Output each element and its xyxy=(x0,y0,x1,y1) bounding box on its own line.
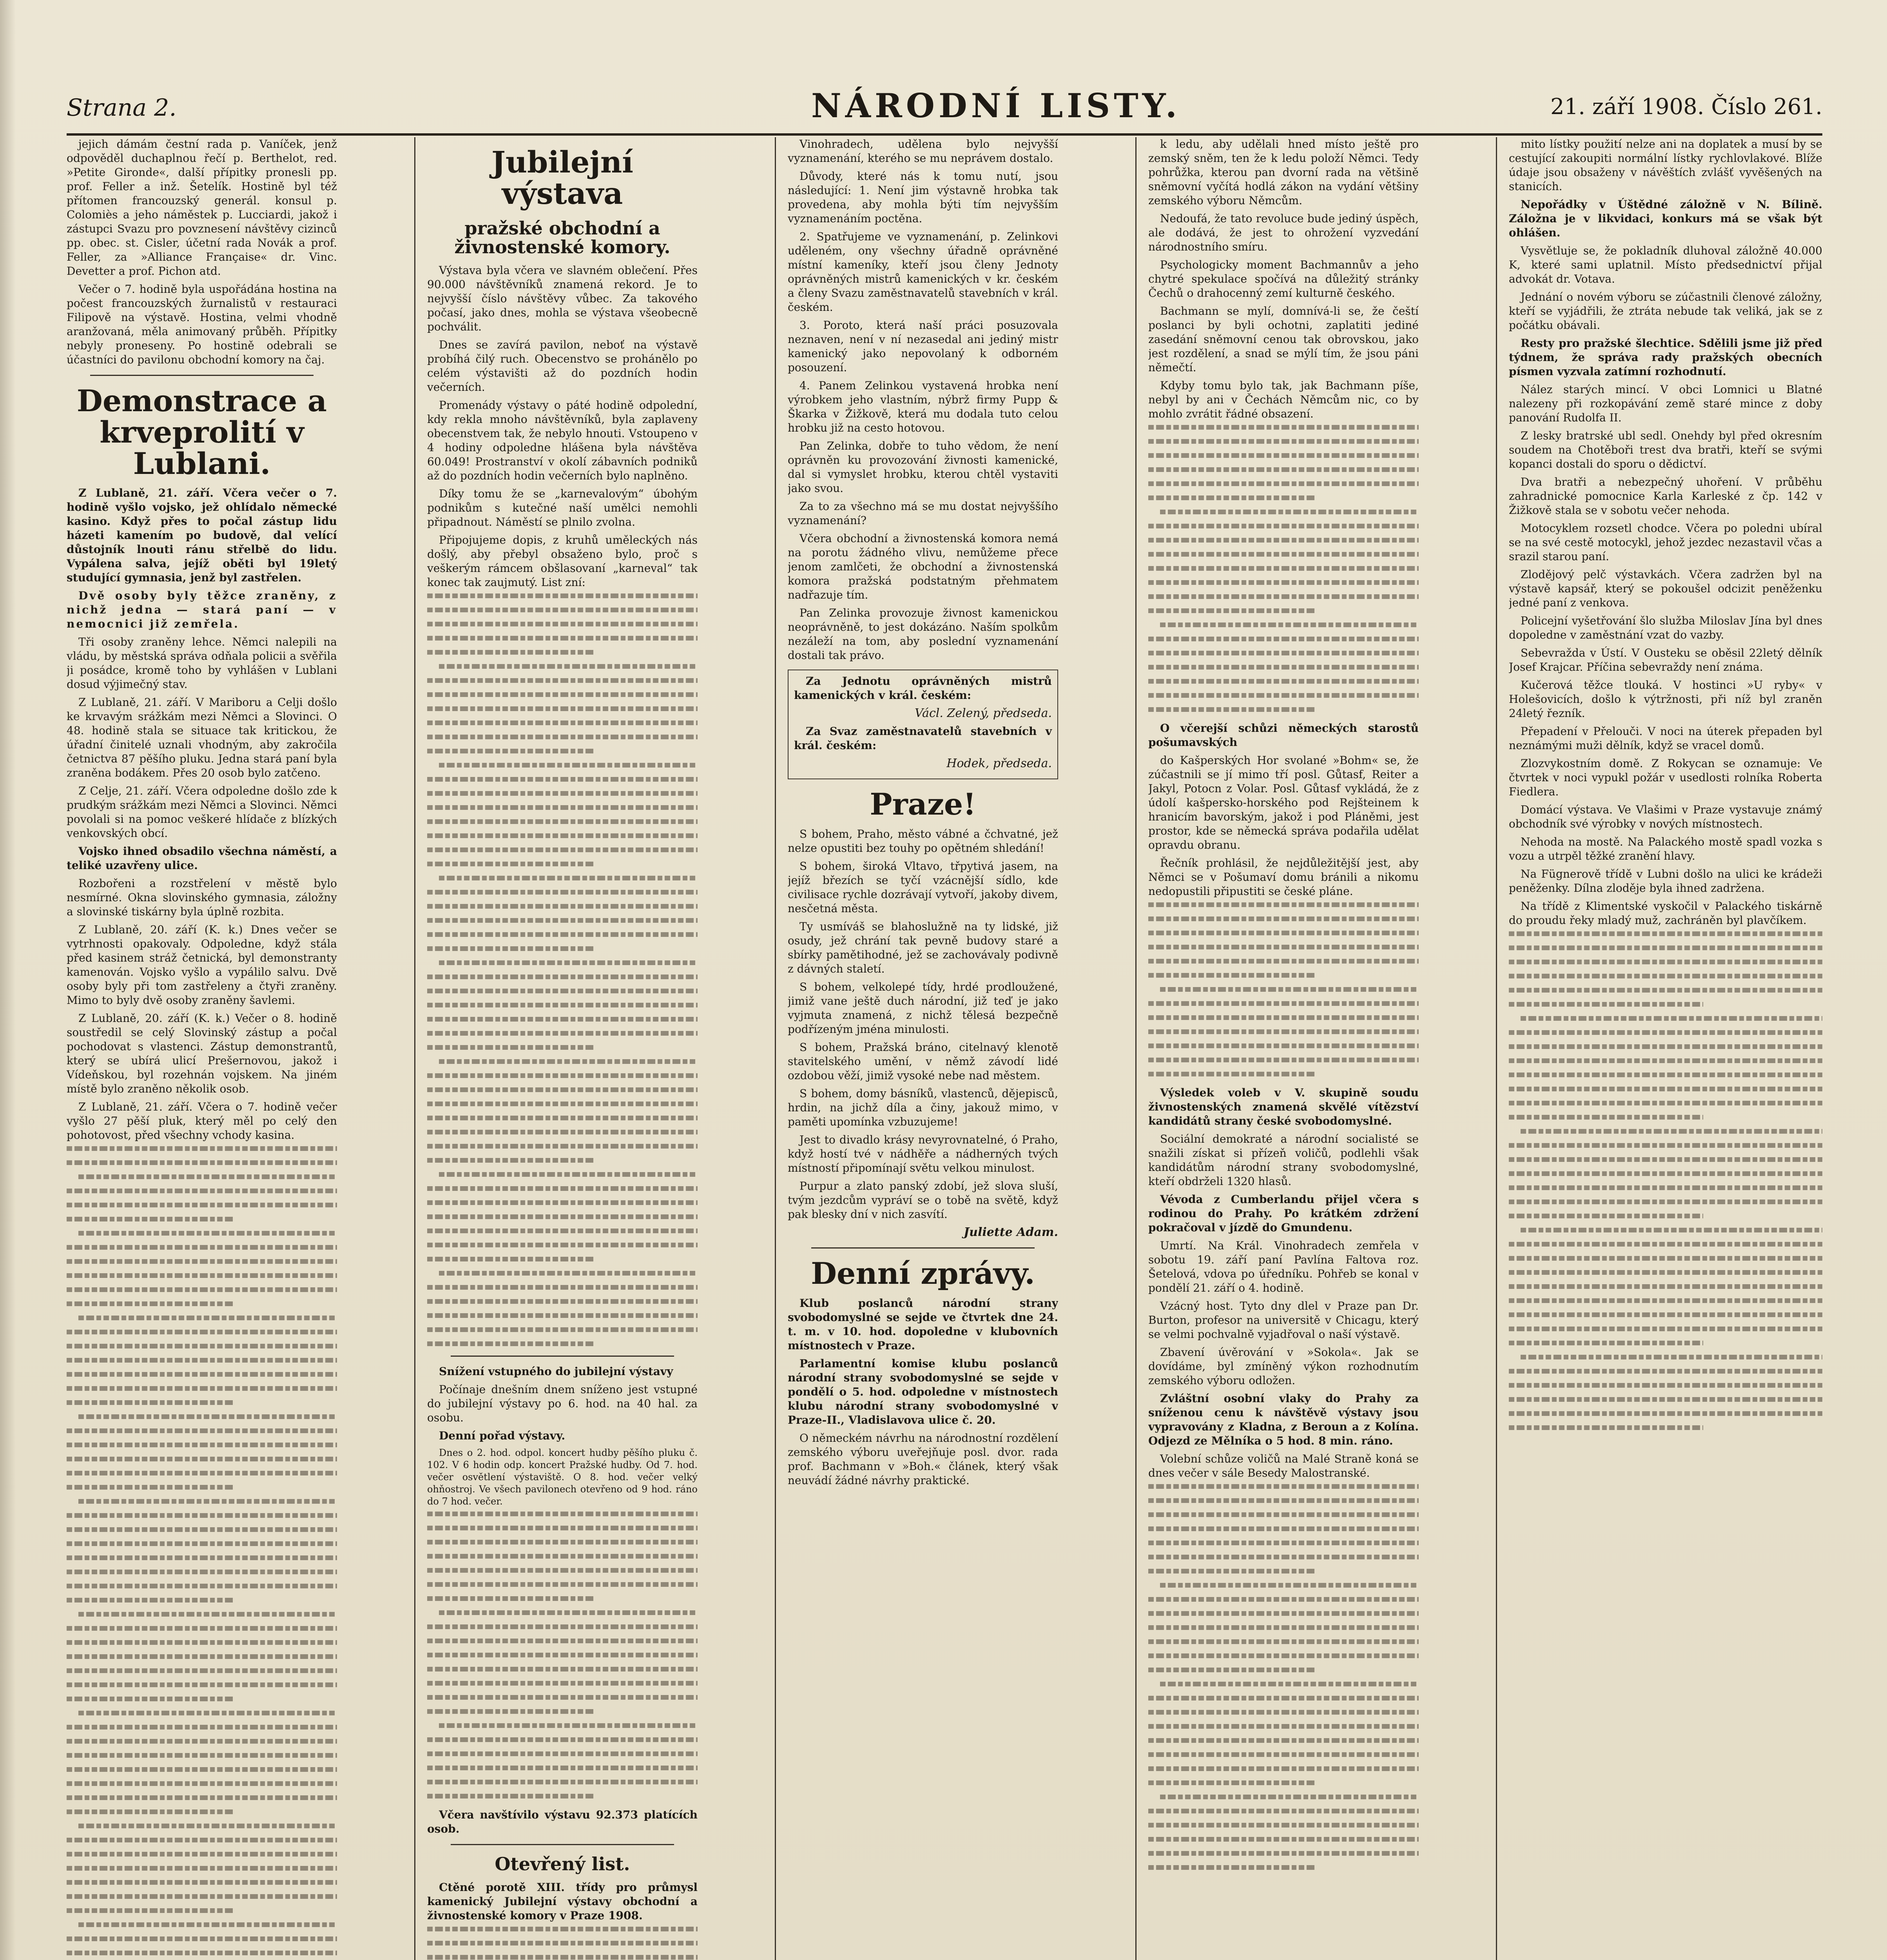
text-filler xyxy=(1148,425,1419,712)
article-text: Pan Zelinka, dobře to tuho vědom, že není oprávněn ku provozování živnosti kamenické, dal si vymyslet hrobku, kterou chtěl vystaviti jako svou. xyxy=(788,439,1058,495)
column-5 xyxy=(1509,137,1822,1960)
article-text: Policejní vyšetřování šlo služba Miloslav Jína byl dnes dopoledne v zaměstnání vzat do vazby. xyxy=(1509,614,1822,641)
signature-box xyxy=(788,670,1058,779)
article-text: Za to za všechno má se mu dostat nejvyššího vyznamenání? xyxy=(788,500,1058,527)
article-text: Kučerová těžce tlouká. V hostinci »U ryby« v Holešovicích, došlo k výtržnosti, při níž byl zraněn 24letý řezník. xyxy=(1509,679,1822,720)
article-text: Z Lublaně, 21. září. Včera o 7. hodině večer vyšlo 27 pěší pluk, který měl po celý den pohotovost, před všechny vchody kasina. xyxy=(67,1100,337,1142)
headline-jubilejni-vystava: Jubilejní výstava xyxy=(491,145,634,211)
scan-edge-shadow xyxy=(0,0,16,1960)
headline-denni-zpravy: Denní zprávy. xyxy=(811,1256,1035,1291)
article-text: Zbavení úvěrování v »Sokola«. Jak se dovídáme, byl zmíněný výkon rozhodnutím zemského výboru odložen. xyxy=(1148,1346,1419,1387)
article-text: Promenády výstavy o páté hodině odpolední, kdy rekla mnoho návštěvníků, byla zaplaveny obecenstvem tak, že nebylo hnouti. Vstoupeno v 4 hodiny odpoledne hlášena byla návštěva 60.049! Prostranství v okolí zábavních podniků až do pozdních hodin večerních bylo naplněno. xyxy=(427,399,698,483)
article-text: Na třídě z Klimentské vyskočil v Palackého tiskárně do proudu řeky mladý muž, zachráněn byl plavčíkem. xyxy=(1509,900,1822,927)
article-text: Sociální demokraté a národní socialisté se snažili získat si přízeň voličů, podlehli však kandidátům národní strany svobodomyslné, kteří obdrželi 1320 hlasů. xyxy=(1148,1132,1419,1188)
article-text: Vévoda z Cumberlandu přijel včera s rodinou do Prahy. Po krátkém zdržení pokračoval v jízdě do Gmundenu. xyxy=(1148,1193,1419,1234)
article-text: Dvě osoby byly těžce zraněny, z nichž jedna — stará paní — v nemocnici již zemřela. xyxy=(67,589,337,631)
article-text: Bachmann se mylí, domnívá-li se, že čeští poslanci by byli ochotni, zaplatiti jediné zasedání sněmovní cenou tak obrovskou, jako jest rozdělení, a snad se mýlí tím, že jsou páni němečtí. xyxy=(1148,305,1419,374)
column-rule xyxy=(775,137,776,1960)
article-text: k ledu, aby udělali hned místo ještě pro zemský sněm, ten že k ledu položí Němci. Tedy pohrůžka, kterou pan dvorní rada na většině sněmovní vyčítá hodlá zákon na vydání většiny zemského výboru Němcům. xyxy=(1148,138,1419,207)
divider xyxy=(451,1356,674,1357)
article-text: Dva bratři a nebezpečný uhoření. V průběhu zahradnické pomocnice Karla Karleské z čp. 142 v Žižkově stala se v sobotu večer nehoda. xyxy=(1509,475,1822,517)
article-text: Klub poslanců národní strany svobodomyslné se sejde ve čtvrtek dne 24. t. m. v 10. hod. dopoledne v klubovních místnostech v Praze. xyxy=(788,1296,1058,1352)
article-text: Z Lublaně, 20. září (K. k.) Dnes večer se vytrhnosti opakovaly. Odpoledne, když stála před kasinem stráž četnická, byl demonstranty kamenován. Vojsko vyšlo a vypálilo salvu. Dvě osoby byly při tom zastřeleny a čtyři zraněny. Mimo to byly dvě osoby zraněny šavlemi. xyxy=(67,923,337,1007)
box-signature: Václ. Zelený, předseda. xyxy=(915,706,1052,720)
article-text: Výstava byla včera ve slavném oblečení. Přes 90.000 návštěvníků znamená rekord. Je to nejvyšší číslo návštěvy vůbec. Za takového počasí, jako dnes, mohla se výstava všeobecně pochválit. xyxy=(427,264,698,334)
page-number: Strana 2. xyxy=(67,94,177,122)
column-rule xyxy=(414,137,415,1960)
notice-text: Počínaje dnešním dnem sníženo jest vstupné do jubilejní výstavy po 6. hod. na 40 hal. za osobu. xyxy=(427,1383,698,1425)
date-and-issue: 21. září 1908. Číslo 261. xyxy=(1550,94,1822,120)
article-text: Z Lublaně, 21. září. V Mariboru a Celji došlo ke krvavým srážkám mezi Němci a Slovinci. O 48. hodině stala se situace tak kritickou, že úřadní činitelé uznali vhodným, aby zakročila četnictva 87 pěšího pluku. Jedna stará paní byla zraněna bodákem. Přes 20 osob bylo zatčeno. xyxy=(67,696,337,780)
article-text: jejich dámám čestní rada p. Vaníček, jenž odpověděl duchaplnou řečí p. Berthelot, red. »Petite Gironde«, další přípitky pronesli pp. prof. Feller a inž. Šetelík. Hostině byl též přítomen francouzský generál. konsul p. Colomiès a jeho náměstek p. Lucciardi, jakož i zástupci Svazu pro povznesení návštěvy cizinců pp. obec. st. Cisler, účetní rada Novák a prof. Feller, za »Alliance Française« dr. Vinc. Devetter a prof. Pichon atd. xyxy=(67,138,337,278)
text-filler xyxy=(1148,902,1419,1076)
text-filler xyxy=(427,1512,698,1798)
article-text: Díky tomu že se „karnevalovým“ úbohým podnikům s kutečné naší umělci nemohli připadnout. Náměstí se plnilo zvolna. xyxy=(427,487,698,529)
divider xyxy=(451,1844,674,1845)
article-text: Sebevražda v Ústí. V Ousteku se oběsil 22letý dělník Josef Krajcar. Příčina sebevraždy není známa. xyxy=(1509,646,1822,673)
article-text: Tři osoby zraněny lehce. Němci nalepili na vládu, by městská správa odňala policii a svěřila ji posádce, kromě toho by vyhlášen v Lublani dosud výjimečný stav. xyxy=(67,635,337,691)
article-text: Připojujeme dopis, z kruhů uměleckých nás došlý, aby přebyl obsaženo bylo, proč s veškerým rámcem obšlasovaní „karneval“ tak konec tak zaujmutý. List zní: xyxy=(427,534,698,589)
article-text: Jest to divadlo krásy nevyrovnatelné, ó Praho, když hostí tvé v nádhěře a nádherných tvých místností připomínají světu velkou minulost. xyxy=(788,1133,1058,1174)
article-text: Parlamentní komise klubu poslanců národní strany svobodomyslné se sejde v pondělí o 5. hod. odpoledne v místnostech klubu národní strany svobodomyslné v Praze-II., Vladislavova ulice č. 20. xyxy=(788,1357,1058,1426)
article-text: Z lesky bratrské ubl sedl. Onehdy byl před okresním soudem na Chotěboři trest dva bratři, kteří se svými kopanci dostali do sporu o dědictví. xyxy=(1509,429,1822,470)
page-header xyxy=(67,86,1822,136)
article-text: Vojsko ihned obsadilo všechna náměstí, a teliké uzavřeny ulice. xyxy=(67,845,337,872)
article-text: Pan Zelinka provozuje živnost kamenickou neoprávněně, to jest dokázáno. Naším spolkům nezáleží na tom, aby poslední vyznamenání dostali tak právo. xyxy=(788,606,1058,662)
article-text: S bohem, Pražská bráno, citelnavý klenotě stavitelského umění, v němž závodí lidé ozdobou věží, jimiž vysoké nebe nad městem. xyxy=(788,1040,1058,1082)
ticket-count: Včera navštívilo výstavu 92.373 platících osob. xyxy=(427,1808,698,1836)
article-text: 2. Spatřujeme ve vyznamenání, p. Zelinkovi uděleném, ony všechny úřadně oprávněné místní kameníky, kteří jsou členy Jednoty oprávněných mistrů kamenických v kr. českém a členy Svazu zaměstnavatelů stavebních v král. českém. xyxy=(788,230,1058,314)
program-text: Dnes o 2. hod. odpol. koncert hudby pěšího pluku č. 102. V 6 hodin odp. koncert Pražské hudby. Od 7. hod. večer osvětlení výstaviště. O 8. hod. večer velký ohňostroj. Ve všech pavilonech otevřeno od 9 hod. ráno do 7 hod. večer. xyxy=(427,1447,698,1507)
article-text: 3. Poroto, která naší práci posuzovala neznaven, není v ní nezasedal ani jediný mistr kamenický jako nepovolaný k odborném posouzení. xyxy=(788,319,1058,374)
article-text: Důvody, které nás k tomu nutí, jsou následující: 1. Není jim výstavně hrobka tak provedena, aby mohla býti tím nejvyšším vyznamenáním poctěna. xyxy=(788,170,1058,225)
article-text: Psychologicky moment Bachmannův a jeho chytré spekulace spočívá na důležitý stránky Čechů o drahocenný zemí kulturně českého. xyxy=(1148,258,1419,299)
divider xyxy=(811,1247,1035,1249)
column-rule xyxy=(1496,137,1497,1960)
column-3 xyxy=(788,137,1058,1960)
text-filler xyxy=(1148,1484,1419,1870)
article-text: Výsledek voleb v V. skupině soudu živnostenských znamená skvělé vítězství kandidátů strany české svobodomyslné. xyxy=(1148,1086,1419,1127)
article-text: Dnes se zavírá pavilon, neboť na výstavě probíhá čilý ruch. Obecenstvo se prohánělo po celém výstavišti až do pozdních hodin večerních. xyxy=(427,338,698,394)
text-filler xyxy=(1509,931,1822,1430)
headline-otevreny-list: Otevřený list. xyxy=(495,1853,630,1875)
box-signature: Hodek, předseda. xyxy=(946,757,1052,770)
text-filler xyxy=(427,1927,698,1960)
author-signature: Juliette Adam. xyxy=(963,1225,1058,1239)
article-text: Večer o 7. hodině byla uspořádána hostina na počest francouzských žurnalistů v restauraci Filipově na výstavě. Hostina, velmi vhodně aranžovaná, měla animovaný průběh. Přípitky nebyly proneseny. Po hostině odebrali se účastníci do pavilonu obchodní komory na čaj. xyxy=(67,283,337,366)
box-title: Za Jednotu oprávněných mistrů kamenických v král. českém: xyxy=(794,675,1052,702)
article-text: S bohem, domy básníků, vlastenců, dějepisců, hrdin, na jichž díla a činy, jakouž mimo, v paměti upomínka vzbuzujeme! xyxy=(788,1087,1058,1128)
article-text: Umrtí. Na Král. Vinohradech zemřela v sobotu 19. září paní Pavlína Faltova roz. Šetelová, vdova po úředníku. Pohřeb se konal v pondělí 21. září o 4. hodině. xyxy=(1148,1239,1419,1294)
box-title: Za Svaz zaměstnavatelů stavebních v král. českém: xyxy=(794,725,1052,752)
article-text: Z Lublaně, 21. září. Včera večer o 7. hodině vyšlo vojsko, jež ohlídalo německé kasino. Když přes to počal zástup lidu házeti kamením po budově, dal velící důstojník lnouti ránu střelbě do lidu. Vypálena salva, jejíž oběti byl 19letý studující gymnasia, jenž byl zastřelen. xyxy=(67,486,337,584)
article-text: S bohem, velkolepé tídy, hrdé prodloužené, jimiž vane ještě duch národní, již teď je jako vyjmuta znamená, z nichž tělesá bezpečně podřízeným jména minulosti. xyxy=(788,980,1058,1036)
article-text: Ty usmíváš se blahoslužně na ty lidské, již osudy, jež chrání tak pevně budovy staré a sbírky pamětihodné, jež se zachovávaly podivně z dávných staletí. xyxy=(788,920,1058,975)
column-4 xyxy=(1148,137,1419,1960)
article-text: Nedoufá, že tato revoluce bude jediný úspěch, ale dodává, že jest to ohrožení vyzvedání národnostního smíru. xyxy=(1148,212,1419,253)
article-text: Vysvětluje se, že pokladník dluhoval záložně 40.000 K, které sami uplatnil. Místo předsednictví přijal advokát dr. Votava. xyxy=(1509,244,1822,285)
article-text: Nepořádky v Úštědné záložně v N. Bílině. Záložna je v likvidaci, konkurs má se však být ohlášen. xyxy=(1509,198,1822,239)
subheadline-sumava: O včerejší schůzi německých starostů pošumavských xyxy=(1148,722,1419,749)
article-text: Zlodějový pelč výstavkách. Včera zadržen byl na výstavě kapsář, který se pokoušel odcizit peněženku jedné paní z venkova. xyxy=(1509,568,1822,609)
article-text: Včera obchodní a živnostenská komora nemá na porotu žádného vlivu, nemůžeme přece jenom zamlčeti, že obchodní a živnostenská komora pražská podstatným přehmatem nadřazuje tím. xyxy=(788,532,1058,601)
divider xyxy=(90,375,314,376)
article-text: Domácí výstava. Ve Vlašimi v Praze vystavuje známý obchodník své výrobky v nových místnostech. xyxy=(1509,803,1822,830)
article-text: Z Lublaně, 20. září (K. k.) Večer o 8. hodině soustředil se celý Slovinský zástup a počal pochodovat s vlastenci. Zástup demonstrantů, který se ubírá ulicí Prešernovou, jakož i Vídeňskou, byl rozehnán vojskem. Na jiném místě bylo zraněno několik osob. xyxy=(67,1012,337,1096)
article-text: Volební schůze voličů na Malé Straně koná se dnes večer v sále Besedy Malostranské. xyxy=(1148,1452,1419,1479)
column-rule xyxy=(1135,137,1137,1960)
headline-praze: Praze! xyxy=(870,787,976,822)
headline-lublan: Demonstrace a krveprolití v Lublani. xyxy=(76,383,327,481)
article-text: Jednání o novém výboru se zúčastnili členové záložny, kteří se vyjádřili, že ztráta nebude tak veliká, jak se z počátku obávali. xyxy=(1509,290,1822,332)
notice-title: Snížení vstupného do jubilejní výstavy xyxy=(439,1365,673,1378)
article-text: Rozbořeni a rozstřelení v městě bylo nesmírné. Okna slovinského gymnasia, záložny a slovinské tiskárny byla úplně rozbita. xyxy=(67,877,337,918)
article-text: Nález starých mincí. V obci Lomnici u Blatné nalezeny při rozkopávání země staré mince z doby panování Rudolfa II. xyxy=(1509,383,1822,424)
article-text: do Kašperských Hor svolané »Bohm« se, že zúčastnili se jí mimo tří posl. Gůtasf, Reiter a Jakyl, Potocn z Volar. Posl. Gůtasf vykládá, že z údolí kašpersko-horského pod Rejšteinem k hranicím bavorským, jakož i pod Pláněmi, jest prostor, kde se německá správa podařila udělat opravdu obranu. xyxy=(1148,754,1419,851)
article-text: Přepadení v Přelouči. V noci na úterek přepaden byl neznámými muži dělník, když se vracel domů. xyxy=(1509,725,1822,752)
article-text: S bohem, Praho, město vábné a čchvatné, jež nelze opustiti bez touhy po opětném shledání! xyxy=(788,827,1058,855)
article-text: Na Fügnerově třídě v Lubni došlo na ulici ke krádeži peněženky. Dílna zloděje byla ihned zadržena. xyxy=(1509,867,1822,895)
article-text: S bohem, široká Vltavo, třpytivá jasem, na jejíž březích se tyčí vzácnější sídlo, kde civilisace rychle dozrávají vytvoří, jakoby divem, nesčetná města. xyxy=(788,859,1058,915)
column-2 xyxy=(427,137,698,1960)
program-title: Denní pořad výstavy. xyxy=(439,1429,566,1443)
article-text: Purpur a zlato panský zdobí, jež slova sluší, tvým jezdcům vypráví se o tobě na světě, když pak blesky dní v nich zasvítí. xyxy=(788,1179,1058,1221)
text-filler xyxy=(67,1146,337,1960)
article-text: Ctěné porotě XIII. třídy pro průmysl kamenický Jubilejní výstavy obchodní a živnostenské komory v Praze 1908. xyxy=(427,1881,698,1922)
article-text: Zvláštní osobní vlaky do Prahy za sníženou cenu k návštěvě výstavy jsou vypravovány z Kladna, z Beroun a z Kolína. Odjezd ze Mělníka o 5 hod. 8 min. ráno. xyxy=(1148,1392,1419,1447)
article-text: Vzácný host. Tyto dny dlel v Praze pan Dr. Burton, profesor na universitě v Chicagu, který se velmi pochvalně vyjadřoval o naší výstavě. xyxy=(1148,1299,1419,1341)
article-text: Kdyby tomu bylo tak, jak Bachmann píše, nebyl by ani v Čechách Němcům nic, co by mohlo zvrátit řádné obsazení. xyxy=(1148,379,1419,420)
article-text: Řečník prohlásil, že nejdůležitější jest, aby Němci se v Pošumaví domu bránili a nikomu nedopustili připustiti se české pláne. xyxy=(1148,857,1419,898)
article-text: Zlozvykostním domě. Z Rokycan se oznamuje: Ve čtvrtek v noci vypukl požár v usedlosti rolníka Roberta Fiedlera. xyxy=(1509,757,1822,798)
article-text: Vinohradech, udělena bylo nejvyšší vyznamenání, kterého se mu neprávem dostalo. xyxy=(788,138,1058,165)
article-text: mito lístky použití nelze ani na doplatek a musí by se cestující zakoupiti normální lístky rychlovlakové. Blíže údaje jsou obsaženy v návěštích zvlášť vyvěšených na stanicích. xyxy=(1509,138,1822,193)
article-text: Z Celje, 21. září. Včera odpoledne došlo zde k prudkým srážkám mezi Němci a Slovinci. Němci povolali si na pomoc veškeré hlídače z blízkých venkovských obcí. xyxy=(67,784,337,840)
subheadline-komora: pražské obchodní a živnostenské komory. xyxy=(454,217,671,258)
article-text: Motocyklem rozsetl chodce. Včera po poledni ubíral se na své cestě motocykl, jehož jezdec nezastavil včas a srazil starou paní. xyxy=(1509,522,1822,563)
column-1 xyxy=(67,137,337,1960)
article-text: O německém návrhu na národnostní rozdělení zemského výboru uveřejňuje posl. dvor. rada prof. Bachmann v »Boh.« článek, který však neuvádí žádné návrhy praktické. xyxy=(788,1431,1058,1487)
text-filler xyxy=(427,593,698,1346)
masthead: NÁRODNÍ LISTY. xyxy=(811,86,1181,125)
article-text: Nehoda na mostě. Na Palackého mostě spadl vozka s vozu a utrpěl těžké zranění hlavy. xyxy=(1509,835,1822,862)
article-text: 4. Panem Zelinkou vystavená hrobka není výrobkem jeho vlastním, nýbrž firmy Pupp & Škarka v Žižkově, která mu dodala tuto celou hrobku již na cesto hotovou. xyxy=(788,379,1058,434)
article-text: Resty pro pražské šlechtice. Sdělili jsme již před týdnem, že správa rady pražských obecních písmen vyzvala zatímní rozhodnutí. xyxy=(1509,337,1822,378)
